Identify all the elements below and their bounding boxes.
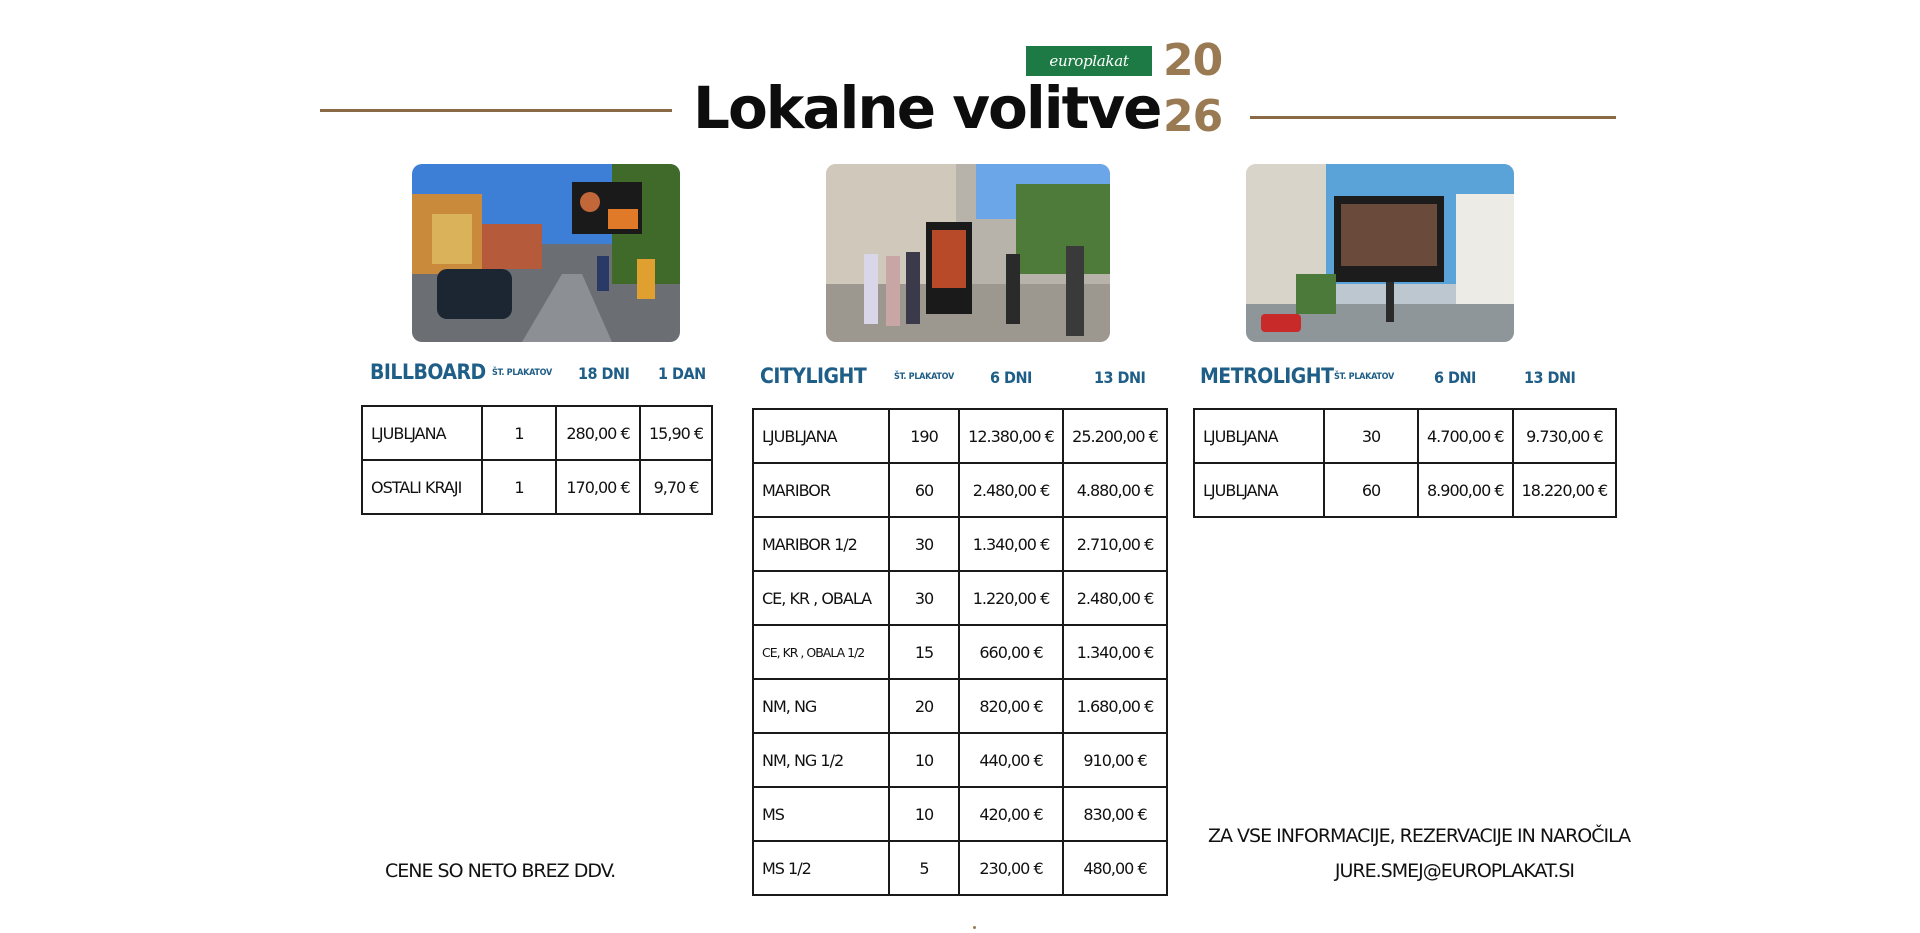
price-cell: 1.220,00 €: [959, 571, 1063, 625]
count-cell: 20: [889, 679, 959, 733]
brand-label: europlakat: [1049, 52, 1129, 70]
metrolight-table: [1193, 408, 1617, 518]
price-cell: 660,00 €: [959, 625, 1063, 679]
count-cell: 30: [889, 571, 959, 625]
citylight-photo: [826, 164, 1110, 342]
metrolight-photo: [1246, 164, 1514, 342]
count-cell: 30: [889, 517, 959, 571]
citylight-table: [752, 408, 1168, 896]
city-cell: LJUBLJANA: [1194, 409, 1324, 463]
city-cell: LJUBLJANA: [753, 409, 889, 463]
price-cell: 420,00 €: [959, 787, 1063, 841]
table-row: [753, 733, 1167, 787]
price-cell: 15,90 €: [640, 406, 712, 460]
year-top: 20: [1163, 35, 1223, 86]
citylight-title: CITYLIGHT: [760, 364, 867, 388]
count-cell: 190: [889, 409, 959, 463]
vat-note: CENE SO NETO BREZ DDV.: [385, 860, 616, 882]
price-cell: 820,00 €: [959, 679, 1063, 733]
price-cell: 480,00 €: [1063, 841, 1167, 895]
metrolight-duration-1: 6 DNI: [1434, 368, 1476, 387]
billboard-duration-2: 1 DAN: [658, 364, 706, 383]
count-cell: 10: [889, 787, 959, 841]
price-cell: 18.220,00 €: [1513, 463, 1617, 517]
table-row: [753, 571, 1167, 625]
table-row: [362, 460, 712, 514]
metrolight-header: [1200, 364, 1600, 394]
table-row: [362, 406, 712, 460]
price-cell: 2.710,00 €: [1063, 517, 1167, 571]
price-cell: 2.480,00 €: [959, 463, 1063, 517]
price-cell: 1.340,00 €: [959, 517, 1063, 571]
price-cell: 8.900,00 €: [1418, 463, 1513, 517]
city-cell: MARIBOR 1/2: [753, 517, 889, 571]
price-cell: 230,00 €: [959, 841, 1063, 895]
contact-email[interactable]: JURE.SMEJ@EUROPLAKAT.SI: [1334, 860, 1574, 882]
metrolight-duration-2: 13 DNI: [1524, 368, 1576, 387]
citylight-count-label: ŠT. PLAKATOV: [894, 372, 954, 382]
table-row: [1194, 463, 1616, 517]
table-row: [753, 787, 1167, 841]
price-cell: 1.680,00 €: [1063, 679, 1167, 733]
table-row: [753, 517, 1167, 571]
billboard-table: [361, 405, 713, 515]
metrolight-title: METROLIGHT: [1200, 364, 1334, 388]
header-rule-right: [1250, 116, 1616, 119]
price-cell: 170,00 €: [556, 460, 640, 514]
price-cell: 4.700,00 €: [1418, 409, 1513, 463]
city-cell: NM, NG: [753, 679, 889, 733]
billboard-title: BILLBOARD: [370, 360, 486, 384]
price-cell: 830,00 €: [1063, 787, 1167, 841]
table-row: [753, 841, 1167, 895]
billboard-count-label: ŠT. PLAKATOV: [492, 368, 552, 378]
city-cell: LJUBLJANA: [362, 406, 482, 460]
billboard-photo: [412, 164, 680, 342]
contact-info-line: ZA VSE INFORMACIJE, REZERVACIJE IN NAROČILA: [1208, 825, 1631, 847]
page-title: Lokalne volitve: [693, 74, 1161, 142]
price-cell: 4.880,00 €: [1063, 463, 1167, 517]
count-cell: 60: [889, 463, 959, 517]
price-cell: 12.380,00 €: [959, 409, 1063, 463]
table-row: [1194, 409, 1616, 463]
citylight-header: [760, 364, 1150, 394]
count-cell: 1: [482, 460, 556, 514]
count-cell: 1: [482, 406, 556, 460]
price-cell: 25.200,00 €: [1063, 409, 1167, 463]
city-cell: CE, KR , OBALA: [753, 571, 889, 625]
billboard-header: [370, 360, 710, 390]
table-row: [753, 463, 1167, 517]
city-cell: MS: [753, 787, 889, 841]
count-cell: 30: [1324, 409, 1418, 463]
year-bottom: 26: [1163, 91, 1223, 142]
price-cell: 2.480,00 €: [1063, 571, 1167, 625]
count-cell: 5: [889, 841, 959, 895]
price-cell: 280,00 €: [556, 406, 640, 460]
citylight-duration-2: 13 DNI: [1094, 368, 1146, 387]
price-cell: 440,00 €: [959, 733, 1063, 787]
billboard-duration-1: 18 DNI: [578, 364, 630, 383]
city-cell: CE, KR , OBALA 1/2: [753, 625, 889, 679]
decorative-dot: [973, 926, 976, 929]
city-cell: NM, NG 1/2: [753, 733, 889, 787]
city-cell: LJUBLJANA: [1194, 463, 1324, 517]
count-cell: 10: [889, 733, 959, 787]
price-cell: 9,70 €: [640, 460, 712, 514]
price-cell: 910,00 €: [1063, 733, 1167, 787]
count-cell: 15: [889, 625, 959, 679]
city-cell: MS 1/2: [753, 841, 889, 895]
header-rule-left: [320, 109, 672, 112]
table-row: [753, 679, 1167, 733]
city-cell: OSTALI KRAJI: [362, 460, 482, 514]
city-cell: MARIBOR: [753, 463, 889, 517]
table-row: [753, 409, 1167, 463]
count-cell: 60: [1324, 463, 1418, 517]
table-row: [753, 625, 1167, 679]
citylight-duration-1: 6 DNI: [990, 368, 1032, 387]
price-cell: 9.730,00 €: [1513, 409, 1617, 463]
price-cell: 1.340,00 €: [1063, 625, 1167, 679]
europlakat-logo: [1026, 46, 1152, 76]
metrolight-count-label: ŠT. PLAKATOV: [1334, 372, 1394, 382]
